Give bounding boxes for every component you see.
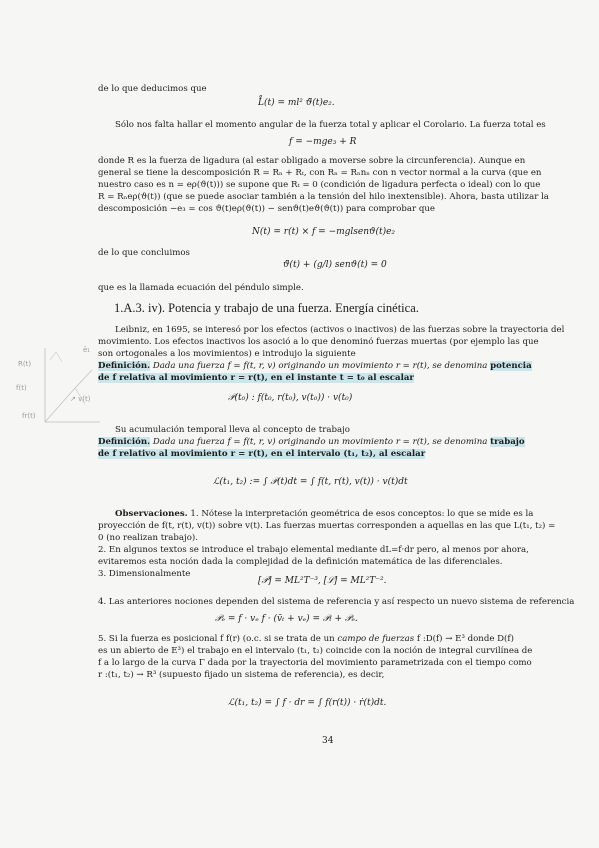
definition-term: trabajo — [490, 437, 525, 447]
text-line: evitaremos esta noción dada la complejidad de la definición matemática de las diferenciales. — [98, 557, 503, 567]
text-line: 3. Dimensionalmente — [98, 569, 191, 579]
equation: L̊(t) = ml² ϑ̈(t)e₂. — [258, 98, 335, 108]
section-heading — [114, 301, 419, 316]
margin-sketch — [30, 340, 105, 435]
text-line: 4. Las anteriores nociones dependen del sistema de referencia y así respecto un nuevo sistema de referencia — [98, 597, 575, 607]
definition-power-line2 — [98, 373, 414, 384]
text-line: r :(t₁, t₂) → R³ (supuesto fijado un sistema de referencia), es decir, — [98, 670, 385, 680]
definition-label: Definición. — [98, 361, 151, 371]
text-line: de lo que deducimos que — [98, 84, 207, 94]
page-number: 34 — [322, 736, 334, 746]
text-line: donde R es la fuerza de ligadura (al estar obligado a moverse sobre la circunferencia). Aunque en — [98, 156, 526, 166]
equation: [𝒫] = ML²T⁻³, [ℒ] = ML²T⁻². — [258, 576, 387, 586]
definition-work-line2 — [98, 449, 425, 460]
margin-note: ē₁ — [83, 346, 91, 354]
definition-text: Dada una fuerza f = f(t, r, v) originando un movimiento r = r(t), se denomina — [152, 437, 488, 447]
section-title: Potencia y trabajo de una fuerza. Energía cinética. — [168, 301, 419, 315]
definition-text: de f relativa al movimiento r = r(t), en el instante t = t₀ al escalar — [98, 373, 414, 383]
text-line: es un abierto de E³) el trabajo en el intervalo (t₁, t₂) coincide con la noción de integral curvilínea de — [98, 646, 533, 656]
item-text: 5. Si la fuerza es posicional f f(r) (o.c. si se trata de un — [98, 634, 335, 644]
margin-note: fr(t) — [22, 412, 36, 420]
definition-term: potencia — [490, 361, 532, 371]
definition-text: de f relativo al movimiento r = r(t), en el intervalo (t₁, t₂), al escalar — [98, 449, 426, 459]
item-text: f :D(f) → E³ donde D(f) — [416, 634, 514, 644]
text-line: descomposición −e₃ = cos ϑ(t)eρ(ϑ(t)) − senϑ(t)eϑ(ϑ(t)) para comprobar que — [98, 204, 435, 214]
text-line: general se tiene la descomposición R = Rₙ + Rₜ, con Rₙ = Rₙnₙ con n vector normal a la curva (que en — [98, 168, 542, 178]
text-line: 0 (no realizan trabajo). — [98, 533, 198, 543]
text-line: Leibniz, en 1695, se interesó por los efectos (activos o inactivos) de las fuerzas sobre la trayectoria del — [115, 325, 565, 335]
text-line: R = Rₙeρ(ϑ(t)) (que se puede asociar también a la tensión del hilo inextensible). Ahora, basta utilizar la — [98, 192, 549, 202]
equation: ℒ(t₁, t₂) = ∫ f · dr = ∫ f(r(t)) · ṙ(t)dt. — [228, 698, 387, 708]
text-line: nuestro caso es n = eρ(ϑ(t))) se supone que Rₜ = 0 (condición de ligadura perfecta o ideal) con lo que — [98, 180, 541, 190]
margin-note: R(t) — [18, 360, 32, 368]
observations-text: 1. Nótese la interpretación geométrica de esos conceptos: lo que se mide es la — [190, 509, 534, 519]
text-line: f a lo largo de la curva Γ dada por la trayectoria del movimiento parametrizada con el tiempo como — [98, 658, 532, 668]
definition-work — [98, 437, 525, 448]
observations-label: Observaciones. — [115, 509, 188, 519]
text-line: proyección de f(t, r(t), v(t)) sobre v(t). Las fuerzas muertas corresponden a aquellas en las que L(t₁, t₂) = — [98, 521, 556, 531]
definition-text: Dada una fuerza f = f(t, r, v) originando un movimiento r = r(t), se denomina — [152, 361, 488, 371]
text-line: que es la llamada ecuación del péndulo simple. — [98, 283, 304, 293]
item-term: campo de fuerzas — [337, 634, 415, 644]
text-line: de lo que concluimos — [98, 248, 190, 258]
equation: ℒ(t₁, t₂) := ∫ 𝒫(t)dt = ∫ f(t, r(t), v(t)) · v(t)dt — [213, 477, 408, 487]
text-line: Su acumulación temporal lleva al concepto de trabajo — [115, 425, 350, 435]
text-line: 2. En algunos textos se introduce el trabajo elemental mediante dL=f·dr pero, al menos por ahora, — [98, 545, 529, 555]
equation: ϑ̈(t) + (g/l) senϑ(t) = 0 — [283, 260, 387, 270]
observations-line — [115, 509, 533, 520]
definition-power — [98, 361, 532, 372]
definition-label: Definición. — [98, 437, 151, 447]
item-5-line — [98, 634, 514, 645]
equation: f = −mge₃ + R — [289, 137, 357, 147]
equation: 𝒫ₑ = f · vₑ f · (v̄ₜ + vₑ) = 𝒫ₜ + 𝒫ₑ. — [215, 614, 358, 624]
margin-note: f(t) — [16, 384, 27, 392]
equation: 𝒫(t₀) : f(t₀, r(t₀), v(t₀)) · v(t₀) — [228, 393, 353, 403]
text-line: movimiento. Los efectos inactivos los asoció a lo que denominó fuerzas muertas (por ejemplo las que — [98, 337, 539, 347]
text-line: son ortogonales a los movimientos) e introdujo la siguiente — [98, 349, 356, 359]
margin-note: ↗ v(t) — [70, 395, 91, 403]
section-number: 1.A.3. iv). — [114, 301, 166, 315]
equation: N(t) = r(t) × f = −mglsenϑ(t)e₂ — [252, 227, 396, 237]
text-line: Sólo nos falta hallar el momento angular de la fuerza total y aplicar el Corolario. La fuerza total es — [115, 120, 546, 130]
